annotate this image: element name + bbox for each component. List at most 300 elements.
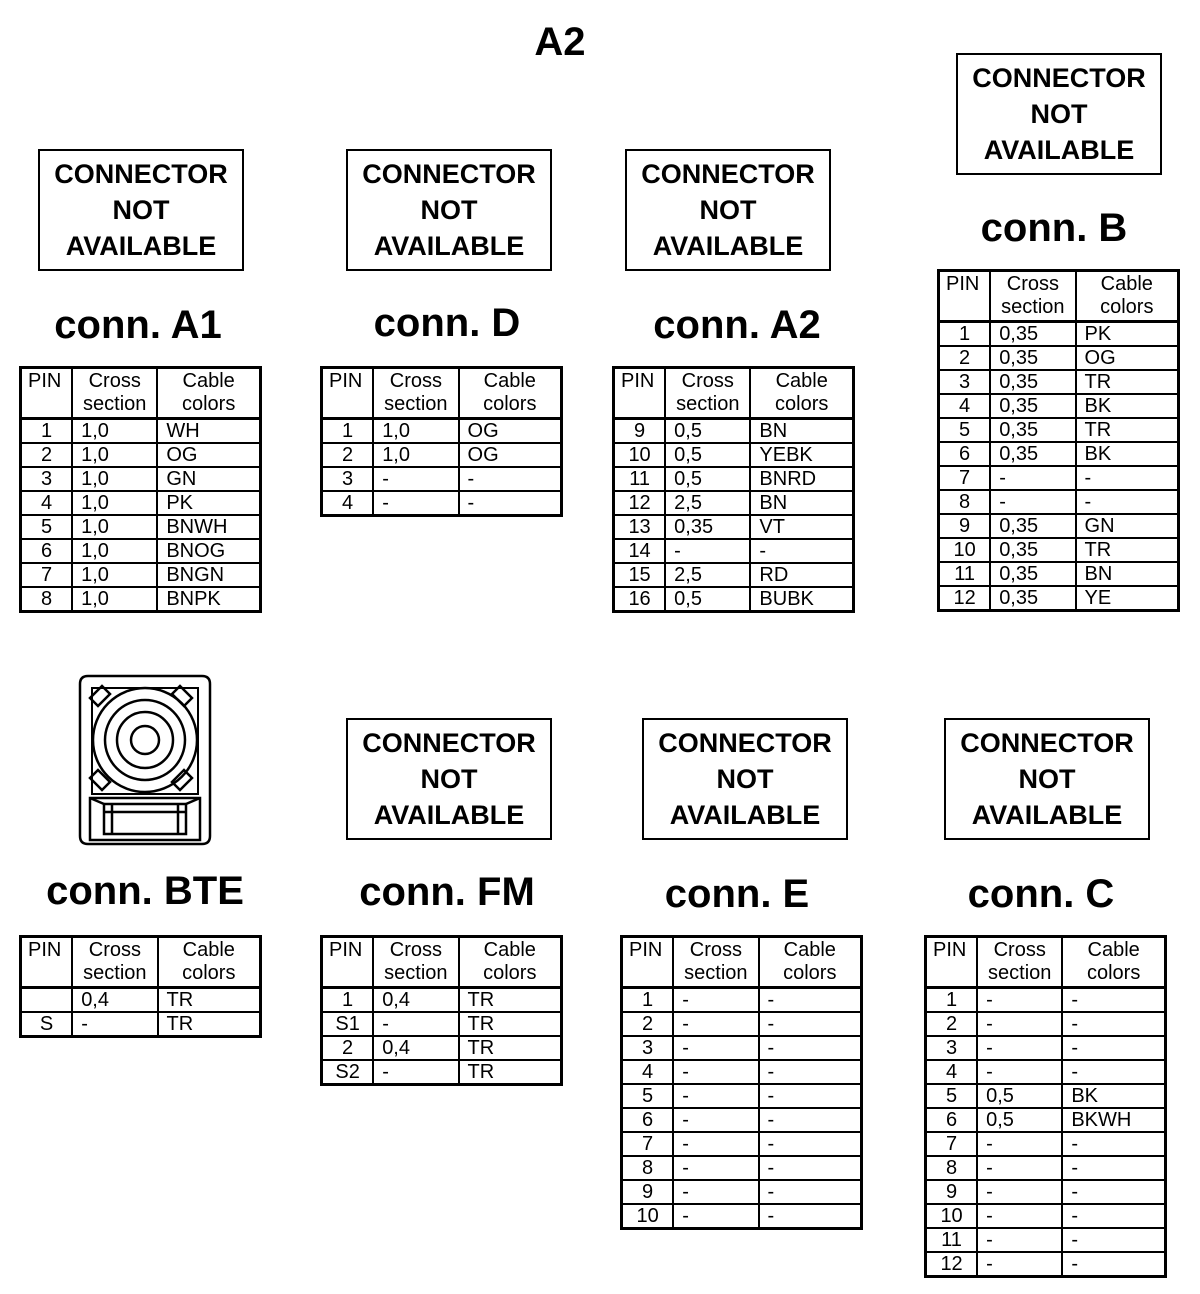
connector-not-available-a2 <box>625 149 831 271</box>
table-row <box>21 467 261 491</box>
cable-color-cell: - <box>1062 1180 1165 1204</box>
cross-section-cell: - <box>673 1108 758 1132</box>
table-row <box>926 1060 1166 1084</box>
cross-section-cell: - <box>665 539 750 563</box>
conn-title-d: conn. D <box>373 301 521 345</box>
table-row <box>322 1036 562 1060</box>
pin-cell: 2 <box>926 1012 978 1036</box>
header-row <box>939 271 1179 322</box>
header-row <box>21 937 261 988</box>
cable-color-cell: TR <box>459 1012 562 1036</box>
pin-cell: 4 <box>322 491 374 516</box>
cross-section-cell: 0,35 <box>990 346 1075 370</box>
cross-section-cell: 0,35 <box>990 370 1075 394</box>
cross-section-cell: 1,0 <box>72 587 157 612</box>
header-line: section <box>684 962 748 984</box>
cross-section-cell: 0,35 <box>990 514 1075 538</box>
cable-color-cell: BNPK <box>157 587 260 612</box>
header-line: Cross <box>1006 273 1059 295</box>
header-line: Cable <box>775 370 828 392</box>
cable-color-cell: - <box>1062 988 1165 1013</box>
cable-color-cell: - <box>1062 1228 1165 1252</box>
pin-cell: S2 <box>322 1060 374 1085</box>
header-line: section <box>676 393 740 415</box>
table-row <box>622 1156 862 1180</box>
cross-section-cell: 2,5 <box>665 563 750 587</box>
header-line: colors <box>1086 962 1141 984</box>
table-row <box>21 587 261 612</box>
pin-header: PIN <box>614 368 666 419</box>
cable-color-cell: BK <box>1076 394 1179 418</box>
cable-color-cell: - <box>1062 1204 1165 1228</box>
pin-cell: 15 <box>614 563 666 587</box>
na-line: AVAILABLE <box>669 800 821 830</box>
table-row <box>322 1060 562 1085</box>
header-line: Cross <box>88 370 141 392</box>
pin-cell: 1 <box>322 988 374 1013</box>
cross-section-cell: - <box>977 1204 1062 1228</box>
na-line: AVAILABLE <box>983 135 1135 165</box>
table-row <box>622 1036 862 1060</box>
header-line: Cable <box>1100 273 1153 295</box>
table-row <box>939 370 1179 394</box>
cable-color-cell: PK <box>157 491 260 515</box>
cross-section-cell: 0,35 <box>990 538 1075 562</box>
table-row <box>614 515 854 539</box>
table-row <box>939 490 1179 514</box>
cable-color-cell: TR <box>1076 418 1179 442</box>
table-row <box>21 1012 261 1037</box>
pin-header: PIN <box>622 937 674 988</box>
table-row <box>21 443 261 467</box>
table-row <box>622 1204 862 1229</box>
pin-cell: 8 <box>926 1156 978 1180</box>
connector-not-available-fm <box>346 718 552 840</box>
header-line: Cable <box>483 370 536 392</box>
cable-color-cell: - <box>759 988 862 1013</box>
pin-cell: 6 <box>926 1108 978 1132</box>
na-line: NOT <box>699 195 757 225</box>
header-line: section <box>384 393 448 415</box>
table-row <box>939 442 1179 466</box>
na-line: AVAILABLE <box>373 800 525 830</box>
table-row <box>614 563 854 587</box>
pin-cell: 3 <box>21 467 73 491</box>
cross-section-cell: 0,35 <box>990 322 1075 347</box>
cross-section-cell: - <box>373 1060 458 1085</box>
cross-section-header <box>373 937 458 988</box>
cross-section-cell: 1,0 <box>72 491 157 515</box>
header-row <box>21 368 261 419</box>
cable-color-cell: BN <box>750 419 853 444</box>
cable-color-cell: BN <box>1076 562 1179 586</box>
table-row <box>926 1228 1166 1252</box>
header-line: Cable <box>783 939 836 961</box>
header-line: colors <box>483 393 537 415</box>
conn-title-bte: conn. BTE <box>46 869 244 913</box>
page-title: A2 <box>534 20 586 64</box>
cross-section-cell: 0,35 <box>990 418 1075 442</box>
pin-cell: 10 <box>622 1204 674 1229</box>
table-row <box>939 538 1179 562</box>
cable-color-cell: - <box>759 1108 862 1132</box>
connector-not-available-e <box>642 718 848 840</box>
pin-cell: 2 <box>322 443 374 467</box>
na-line: CONNECTOR <box>641 159 815 189</box>
cross-section-cell: - <box>673 988 758 1013</box>
cross-section-cell: 0,5 <box>665 467 750 491</box>
table-row <box>926 988 1166 1013</box>
table-row <box>21 539 261 563</box>
cross-section-cell: - <box>977 1036 1062 1060</box>
pin-cell: 12 <box>614 491 666 515</box>
cable-color-cell: OG <box>157 443 260 467</box>
header-row <box>322 937 562 988</box>
table-row <box>939 586 1179 611</box>
table-row <box>614 419 854 444</box>
cable-color-cell: TR <box>1076 538 1179 562</box>
cross-section-cell: 1,0 <box>72 515 157 539</box>
header-line: colors <box>783 962 837 984</box>
table-row <box>21 491 261 515</box>
header-line: section <box>988 962 1052 984</box>
cable-color-cell: - <box>759 1156 862 1180</box>
table-row <box>926 1084 1166 1108</box>
cable-color-cell: TR <box>1076 370 1179 394</box>
cross-section-cell: - <box>977 1060 1062 1084</box>
cross-section-cell: 1,0 <box>373 443 458 467</box>
conn-title-a2: conn. A2 <box>653 303 821 347</box>
pin-cell: 5 <box>21 515 73 539</box>
cable-color-cell: TR <box>459 1060 562 1085</box>
cable-color-cell: - <box>1062 1252 1165 1277</box>
pin-header: PIN <box>939 271 991 322</box>
na-line: AVAILABLE <box>652 231 804 261</box>
table-row <box>926 1156 1166 1180</box>
na-line: NOT <box>112 195 170 225</box>
pin-cell: 10 <box>926 1204 978 1228</box>
cross-section-header <box>673 937 758 988</box>
na-line: CONNECTOR <box>54 159 228 189</box>
cross-section-header <box>72 937 157 988</box>
pin-header: PIN <box>21 368 73 419</box>
header-row <box>622 937 862 988</box>
header-line: Cable <box>182 370 235 392</box>
pin-cell: 8 <box>939 490 991 514</box>
na-line: CONNECTOR <box>960 728 1134 758</box>
cross-section-cell: - <box>673 1132 758 1156</box>
na-line: CONNECTOR <box>362 728 536 758</box>
table-row <box>926 1108 1166 1132</box>
pin-cell: 8 <box>622 1156 674 1180</box>
cable-color-cell: - <box>759 1084 862 1108</box>
cable-color-cell: - <box>750 539 853 563</box>
cable-colors-header <box>1062 937 1165 988</box>
cross-section-cell: - <box>977 988 1062 1013</box>
connector-not-available-b <box>956 53 1162 175</box>
pin-cell: 2 <box>322 1036 374 1060</box>
cable-color-cell: BKWH <box>1062 1108 1165 1132</box>
cross-section-cell: 0,4 <box>373 988 458 1013</box>
table-row <box>926 1204 1166 1228</box>
conn-title-e: conn. E <box>664 872 810 916</box>
cross-section-cell: 0,5 <box>665 587 750 612</box>
cross-section-cell: - <box>673 1012 758 1036</box>
cable-color-cell: - <box>759 1012 862 1036</box>
table-row <box>622 1060 862 1084</box>
pin-table-a1 <box>19 366 262 613</box>
cable-color-cell: BK <box>1062 1084 1165 1108</box>
table-row <box>926 1036 1166 1060</box>
table-row <box>614 539 854 563</box>
cable-color-cell: - <box>759 1204 862 1229</box>
na-line: NOT <box>420 195 478 225</box>
cross-section-cell: 1,0 <box>72 539 157 563</box>
pin-table-d <box>320 366 563 517</box>
cable-color-cell: YEBK <box>750 443 853 467</box>
cross-section-header <box>665 368 750 419</box>
cross-section-cell: 1,0 <box>72 563 157 587</box>
na-line: NOT <box>1030 99 1088 129</box>
pin-table-b <box>937 269 1180 612</box>
conn-title-fm: conn. FM <box>359 870 535 914</box>
cross-section-cell: - <box>977 1180 1062 1204</box>
cable-color-cell: - <box>1076 490 1179 514</box>
header-line: section <box>1001 296 1065 318</box>
cable-color-cell: - <box>1062 1060 1165 1084</box>
cable-color-cell: BUBK <box>750 587 853 612</box>
pin-cell: 1 <box>939 322 991 347</box>
table-row <box>939 562 1179 586</box>
pin-cell: 10 <box>614 443 666 467</box>
cable-color-cell: YE <box>1076 586 1179 611</box>
cable-color-cell: - <box>759 1060 862 1084</box>
pin-header: PIN <box>926 937 978 988</box>
pin-cell: 7 <box>622 1132 674 1156</box>
pin-cell: 1 <box>21 419 73 444</box>
na-line: NOT <box>716 764 774 794</box>
header-line: colors <box>182 962 236 984</box>
table-row <box>622 1132 862 1156</box>
pin-cell: 4 <box>622 1060 674 1084</box>
pin-cell: 7 <box>21 563 73 587</box>
cable-color-cell: - <box>759 1180 862 1204</box>
connector-not-available-c <box>944 718 1150 840</box>
cross-section-cell: - <box>990 490 1075 514</box>
cable-color-cell: PK <box>1076 322 1179 347</box>
table-row <box>322 988 562 1013</box>
pin-cell: 6 <box>939 442 991 466</box>
cable-color-cell: - <box>459 467 562 491</box>
bte-connector-drawing <box>78 674 212 846</box>
cross-section-cell: - <box>977 1252 1062 1277</box>
header-line: colors <box>775 393 829 415</box>
header-line: Cable <box>182 939 235 961</box>
cable-color-cell: - <box>1062 1012 1165 1036</box>
header-line: Cross <box>993 939 1046 961</box>
cable-color-cell: BNOG <box>157 539 260 563</box>
pin-cell: 8 <box>21 587 73 612</box>
cross-section-cell: - <box>977 1132 1062 1156</box>
cable-color-cell: BNGN <box>157 563 260 587</box>
pin-cell: 2 <box>939 346 991 370</box>
cable-colors-header <box>459 368 562 419</box>
cross-section-header <box>977 937 1062 988</box>
table-row <box>622 1084 862 1108</box>
cross-section-cell: - <box>673 1084 758 1108</box>
na-line: AVAILABLE <box>373 231 525 261</box>
cable-color-cell: OG <box>459 419 562 444</box>
pin-header: PIN <box>21 937 73 988</box>
pin-cell: 5 <box>926 1084 978 1108</box>
cross-section-cell: 0,35 <box>990 394 1075 418</box>
pin-cell: 11 <box>614 467 666 491</box>
header-line: colors <box>483 962 537 984</box>
na-line: CONNECTOR <box>658 728 832 758</box>
header-line: section <box>384 962 448 984</box>
cross-section-cell: - <box>673 1036 758 1060</box>
cross-section-cell: - <box>673 1204 758 1229</box>
cable-colors-header <box>157 368 260 419</box>
cable-color-cell: TR <box>158 988 261 1013</box>
table-row <box>939 322 1179 347</box>
pin-header: PIN <box>322 368 374 419</box>
cable-colors-header <box>759 937 862 988</box>
pin-cell: 9 <box>614 419 666 444</box>
table-row <box>322 1012 562 1036</box>
pin-cell: 3 <box>322 467 374 491</box>
cross-section-cell: - <box>673 1180 758 1204</box>
cable-color-cell: - <box>1076 466 1179 490</box>
pin-table-bte <box>19 935 262 1038</box>
pin-cell: 3 <box>926 1036 978 1060</box>
pin-cell: 1 <box>622 988 674 1013</box>
pin-cell: 1 <box>322 419 374 444</box>
pin-cell: 12 <box>939 586 991 611</box>
cable-colors-header <box>750 368 853 419</box>
cross-section-cell: - <box>373 1012 458 1036</box>
header-line: Cross <box>88 939 141 961</box>
cross-section-cell: - <box>673 1156 758 1180</box>
pin-header: PIN <box>322 937 374 988</box>
cross-section-cell: - <box>373 491 458 516</box>
pin-cell: 7 <box>926 1132 978 1156</box>
table-row <box>939 418 1179 442</box>
cross-section-cell: - <box>72 1012 157 1037</box>
cable-color-cell: - <box>1062 1156 1165 1180</box>
header-line: Cable <box>1087 939 1140 961</box>
cross-section-cell: - <box>977 1012 1062 1036</box>
pin-cell: S <box>21 1012 73 1037</box>
table-row <box>614 491 854 515</box>
cross-section-cell: 0,5 <box>665 419 750 444</box>
table-row <box>322 467 562 491</box>
cross-section-cell: 0,35 <box>990 442 1075 466</box>
cable-color-cell: RD <box>750 563 853 587</box>
pin-cell: 3 <box>622 1036 674 1060</box>
table-row <box>939 514 1179 538</box>
table-row <box>926 1132 1166 1156</box>
pin-cell: 14 <box>614 539 666 563</box>
table-row <box>21 988 261 1013</box>
pin-cell <box>21 988 73 1013</box>
cable-color-cell: - <box>459 491 562 516</box>
cross-section-cell: - <box>673 1060 758 1084</box>
pin-table-a2 <box>612 366 855 613</box>
cable-color-cell: - <box>759 1132 862 1156</box>
cable-colors-header <box>459 937 562 988</box>
conn-title-b: conn. B <box>980 206 1128 250</box>
table-row <box>21 563 261 587</box>
conn-title-c: conn. C <box>967 872 1115 916</box>
pin-table-fm <box>320 935 563 1086</box>
pin-cell: 5 <box>622 1084 674 1108</box>
header-line: Cable <box>483 939 536 961</box>
header-line: Cross <box>689 939 742 961</box>
table-row <box>926 1012 1166 1036</box>
cable-color-cell: VT <box>750 515 853 539</box>
table-row <box>622 1012 862 1036</box>
header-line: colors <box>1100 296 1154 318</box>
table-row <box>322 491 562 516</box>
cross-section-cell: 0,35 <box>990 586 1075 611</box>
cross-section-cell: 1,0 <box>72 419 157 444</box>
cable-color-cell: BN <box>750 491 853 515</box>
cable-colors-header <box>1076 271 1179 322</box>
cross-section-cell: 1,0 <box>72 467 157 491</box>
cross-section-header <box>373 368 458 419</box>
cross-section-cell: 0,4 <box>373 1036 458 1060</box>
cable-color-cell: BK <box>1076 442 1179 466</box>
cross-section-header <box>72 368 157 419</box>
cable-color-cell: BNRD <box>750 467 853 491</box>
cross-section-cell: - <box>977 1156 1062 1180</box>
pin-cell: 6 <box>622 1108 674 1132</box>
na-line: AVAILABLE <box>971 800 1123 830</box>
cable-color-cell: WH <box>157 419 260 444</box>
pin-cell: 3 <box>939 370 991 394</box>
cable-color-cell: GN <box>1076 514 1179 538</box>
pin-cell: 16 <box>614 587 666 612</box>
pin-cell: 10 <box>939 538 991 562</box>
pin-cell: 6 <box>21 539 73 563</box>
pin-cell: 9 <box>926 1180 978 1204</box>
table-row <box>21 419 261 444</box>
table-row <box>322 419 562 444</box>
cross-section-cell: 0,5 <box>977 1084 1062 1108</box>
table-row <box>939 466 1179 490</box>
header-line: Cross <box>389 370 442 392</box>
header-row <box>322 368 562 419</box>
pin-table-c <box>924 935 1167 1278</box>
table-row <box>622 988 862 1013</box>
table-row <box>614 587 854 612</box>
pin-cell: 4 <box>939 394 991 418</box>
header-row <box>926 937 1166 988</box>
cross-section-cell: - <box>990 466 1075 490</box>
table-row <box>926 1252 1166 1277</box>
connector-not-available-d <box>346 149 552 271</box>
header-line: section <box>83 962 147 984</box>
cable-color-cell: OG <box>1076 346 1179 370</box>
cross-section-cell: 1,0 <box>373 419 458 444</box>
na-line: AVAILABLE <box>65 231 217 261</box>
cross-section-cell: 2,5 <box>665 491 750 515</box>
cable-colors-header <box>158 937 261 988</box>
table-row <box>614 443 854 467</box>
header-line: section <box>83 393 147 415</box>
na-line: CONNECTOR <box>362 159 536 189</box>
